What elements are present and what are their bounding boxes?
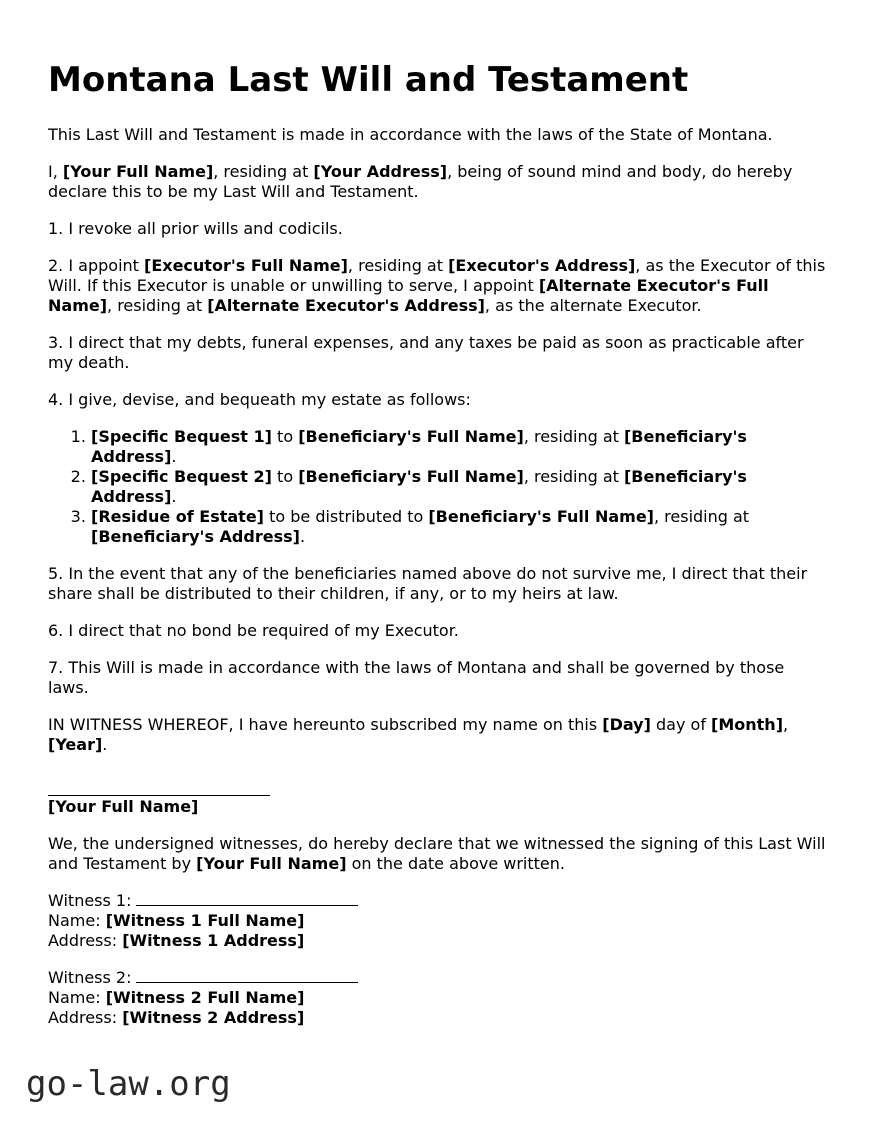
- list-item: 1. [Specific Bequest 1] to [Beneficiary's Full Name], residing at [Beneficiary's Address].: [91, 427, 828, 467]
- watermark: go-law.org: [26, 1064, 231, 1104]
- intro-paragraph: This Last Will and Testament is made in accordance with the laws of the State of Montana.: [48, 125, 773, 144]
- executor-address-placeholder: [Executor's Address]: [448, 256, 636, 275]
- witness-2-address: [Witness 2 Address]: [122, 1008, 305, 1027]
- witness-1-signature-line[interactable]: [136, 891, 358, 906]
- testator-address-placeholder: [Your Address]: [313, 162, 448, 181]
- testator-signature-line[interactable]: [48, 777, 270, 796]
- page-title: Montana Last Will and Testament: [48, 60, 689, 100]
- attestation-name-placeholder: [Your Full Name]: [196, 854, 347, 873]
- testator-name-placeholder: [Your Full Name]: [62, 162, 214, 181]
- clause-3: 3. I direct that my debts, funeral expenses, and any taxes be paid as soon as practicable after my death.: [48, 333, 804, 372]
- month-placeholder: [Month]: [711, 715, 783, 734]
- witness-2-signature-line[interactable]: [136, 968, 358, 983]
- clause-2: 2. I appoint [Executor's Full Name], residing at [Executor's Address], as the Executor of this Will. If this Executor is unable or unwilling to serve, I appoint [Alternate Executor's Full Name], residing at [Alternate Executor's Address], as the alternate Executor.: [48, 256, 826, 315]
- witness-1-address: [Witness 1 Address]: [122, 931, 305, 950]
- executor-name-placeholder: [Executor's Full Name]: [144, 256, 348, 275]
- signature-name: [Your Full Name]: [48, 797, 199, 816]
- witness-2-block: Witness 2: Name: [Witness 2 Full Name] Address: [Witness 2 Address]: [48, 968, 828, 1028]
- alternate-executor-name-placeholder: [Alternate Executor's Full Name]: [48, 276, 769, 315]
- witness-2-name: [Witness 2 Full Name]: [105, 988, 305, 1007]
- witness-whereof-clause: IN WITNESS WHEREOF, I have hereunto subscribed my name on this [Day] day of [Month], [Year].: [48, 715, 789, 754]
- list-item: 2. [Specific Bequest 2] to [Beneficiary's Full Name], residing at [Beneficiary's Address].: [91, 467, 828, 507]
- clause-1: 1. I revoke all prior wills and codicils.: [48, 219, 343, 238]
- declaration-paragraph: I, [Your Full Name], residing at [Your Address], being of sound mind and body, do hereby declare this to be my Last Will and Testament.: [48, 162, 793, 201]
- clause-4: 4. I give, devise, and bequeath my estate as follows:: [48, 390, 471, 409]
- clause-5: 5. In the event that any of the beneficiaries named above do not survive me, I direct that their share shall be distributed to their children, if any, or to my heirs at law.: [48, 564, 808, 603]
- document-page: [48, 58, 828, 1045]
- alternate-executor-address-placeholder: [Alternate Executor's Address]: [207, 296, 485, 315]
- bequest-list: [48, 427, 828, 547]
- day-placeholder: [Day]: [602, 715, 651, 734]
- clause-7: 7. This Will is made in accordance with the laws of Montana and shall be governed by those laws.: [48, 658, 785, 697]
- witness-1-label: Witness 1:: [48, 891, 132, 910]
- year-placeholder: [Year]: [48, 735, 103, 754]
- testator-signature-block: [48, 777, 828, 817]
- attestation-paragraph: We, the undersigned witnesses, do hereby declare that we witnessed the signing of this Last Will and Testament by [Your Full Name] on the date above written.: [48, 834, 826, 873]
- clause-6: 6. I direct that no bond be required of my Executor.: [48, 621, 459, 640]
- list-item: 3. [Residue of Estate] to be distributed to [Beneficiary's Full Name], residing at [Beneficiary's Address].: [91, 507, 828, 547]
- witness-1-name: [Witness 1 Full Name]: [105, 911, 305, 930]
- witness-2-label: Witness 2:: [48, 968, 132, 987]
- witness-1-block: Witness 1: Name: [Witness 1 Full Name] Address: [Witness 1 Address]: [48, 891, 828, 951]
